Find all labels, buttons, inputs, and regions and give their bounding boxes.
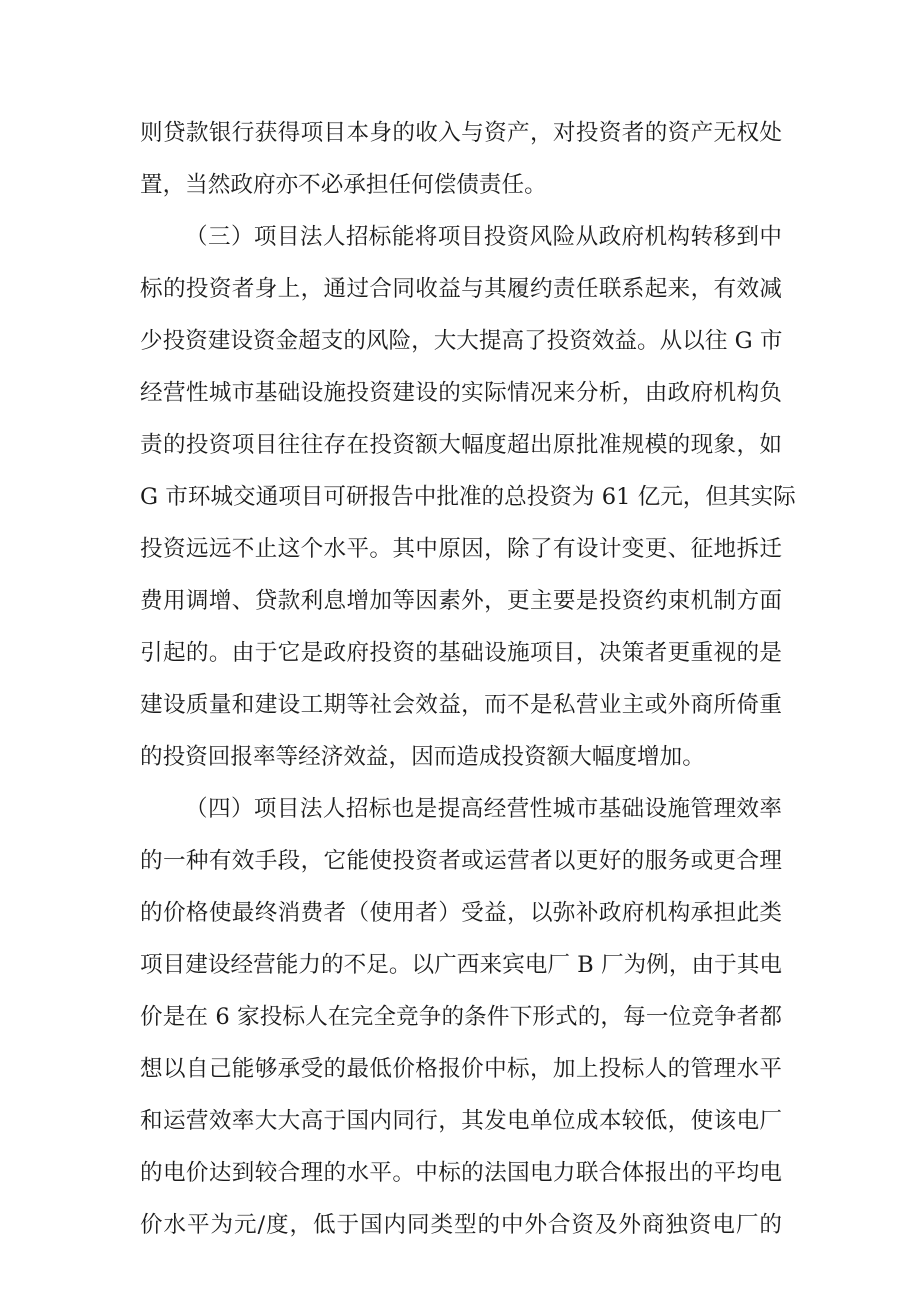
text-line: 想以自己能够承受的最低价格报价中标，加上投标人的管理水平: [140, 1056, 782, 1082]
text-line: 责的投资项目往往存在投资额大幅度超出原批准规模的现象，如: [140, 432, 782, 458]
text-line: 的价格使最终消费者（使用者）受益，以弥补政府机构承担此类: [140, 900, 782, 926]
text-line: 项目建设经营能力的不足。以广西来宾电厂 B 厂为例，由于其电: [140, 952, 782, 978]
paragraph-2: [140, 211, 796, 783]
text-line: 价是在 6 家投标人在完全竞争的条件下形式的，每一位竞争者都: [140, 1004, 782, 1030]
paragraph-1: [140, 107, 782, 211]
text-line: 经营性城市基础设施投资建设的实际情况来分析，由政府机构负: [140, 380, 782, 406]
text-line: 的投资回报率等经济效益，因而造成投资额大幅度增加。: [140, 744, 705, 770]
text-line: （四）项目法人招标也是提高经营性城市基础设施管理效率: [185, 796, 782, 822]
body-text: [140, 107, 796, 1251]
text-line: 标的投资者身上，通过合同收益与其履约责任联系起来，有效减: [140, 276, 782, 302]
text-line: 则贷款银行获得项目本身的收入与资产，对投资者的资产无权处: [140, 120, 782, 146]
text-line: 建设质量和建设工期等社会效益，而不是私营业主或外商所倚重: [140, 692, 782, 718]
text-line: 投资远远不止这个水平。其中原因，除了有设计变更、征地拆迁: [140, 536, 782, 562]
text-line: （三）项目法人招标能将项目投资风险从政府机构转移到中: [185, 224, 782, 250]
text-line: 费用调增、贷款利息增加等因素外，更主要是投资约束机制方面: [140, 588, 782, 614]
text-line: G 市环城交通项目可研报告中批准的总投资为 61 亿元，但其实际: [140, 484, 796, 510]
paragraph-3: [140, 783, 782, 1251]
text-line: 价水平为元/度，低于国内同类型的中外合资及外商独资电厂的: [140, 1212, 782, 1238]
text-line: 的电价达到较合理的水平。中标的法国电力联合体报出的平均电: [140, 1160, 782, 1186]
text-line: 引起的。由于它是政府投资的基础设施项目，决策者更重视的是: [140, 640, 782, 666]
text-line: 少投资建设资金超支的风险，大大提高了投资效益。从以往 G 市: [140, 328, 783, 354]
text-line: 的一种有效手段，它能使投资者或运营者以更好的服务或更合理: [140, 848, 782, 874]
text-line: 置，当然政府亦不必承担任何偿债责任。: [140, 172, 547, 198]
text-line: 和运营效率大大高于国内同行，其发电单位成本较低，使该电厂: [140, 1108, 782, 1134]
